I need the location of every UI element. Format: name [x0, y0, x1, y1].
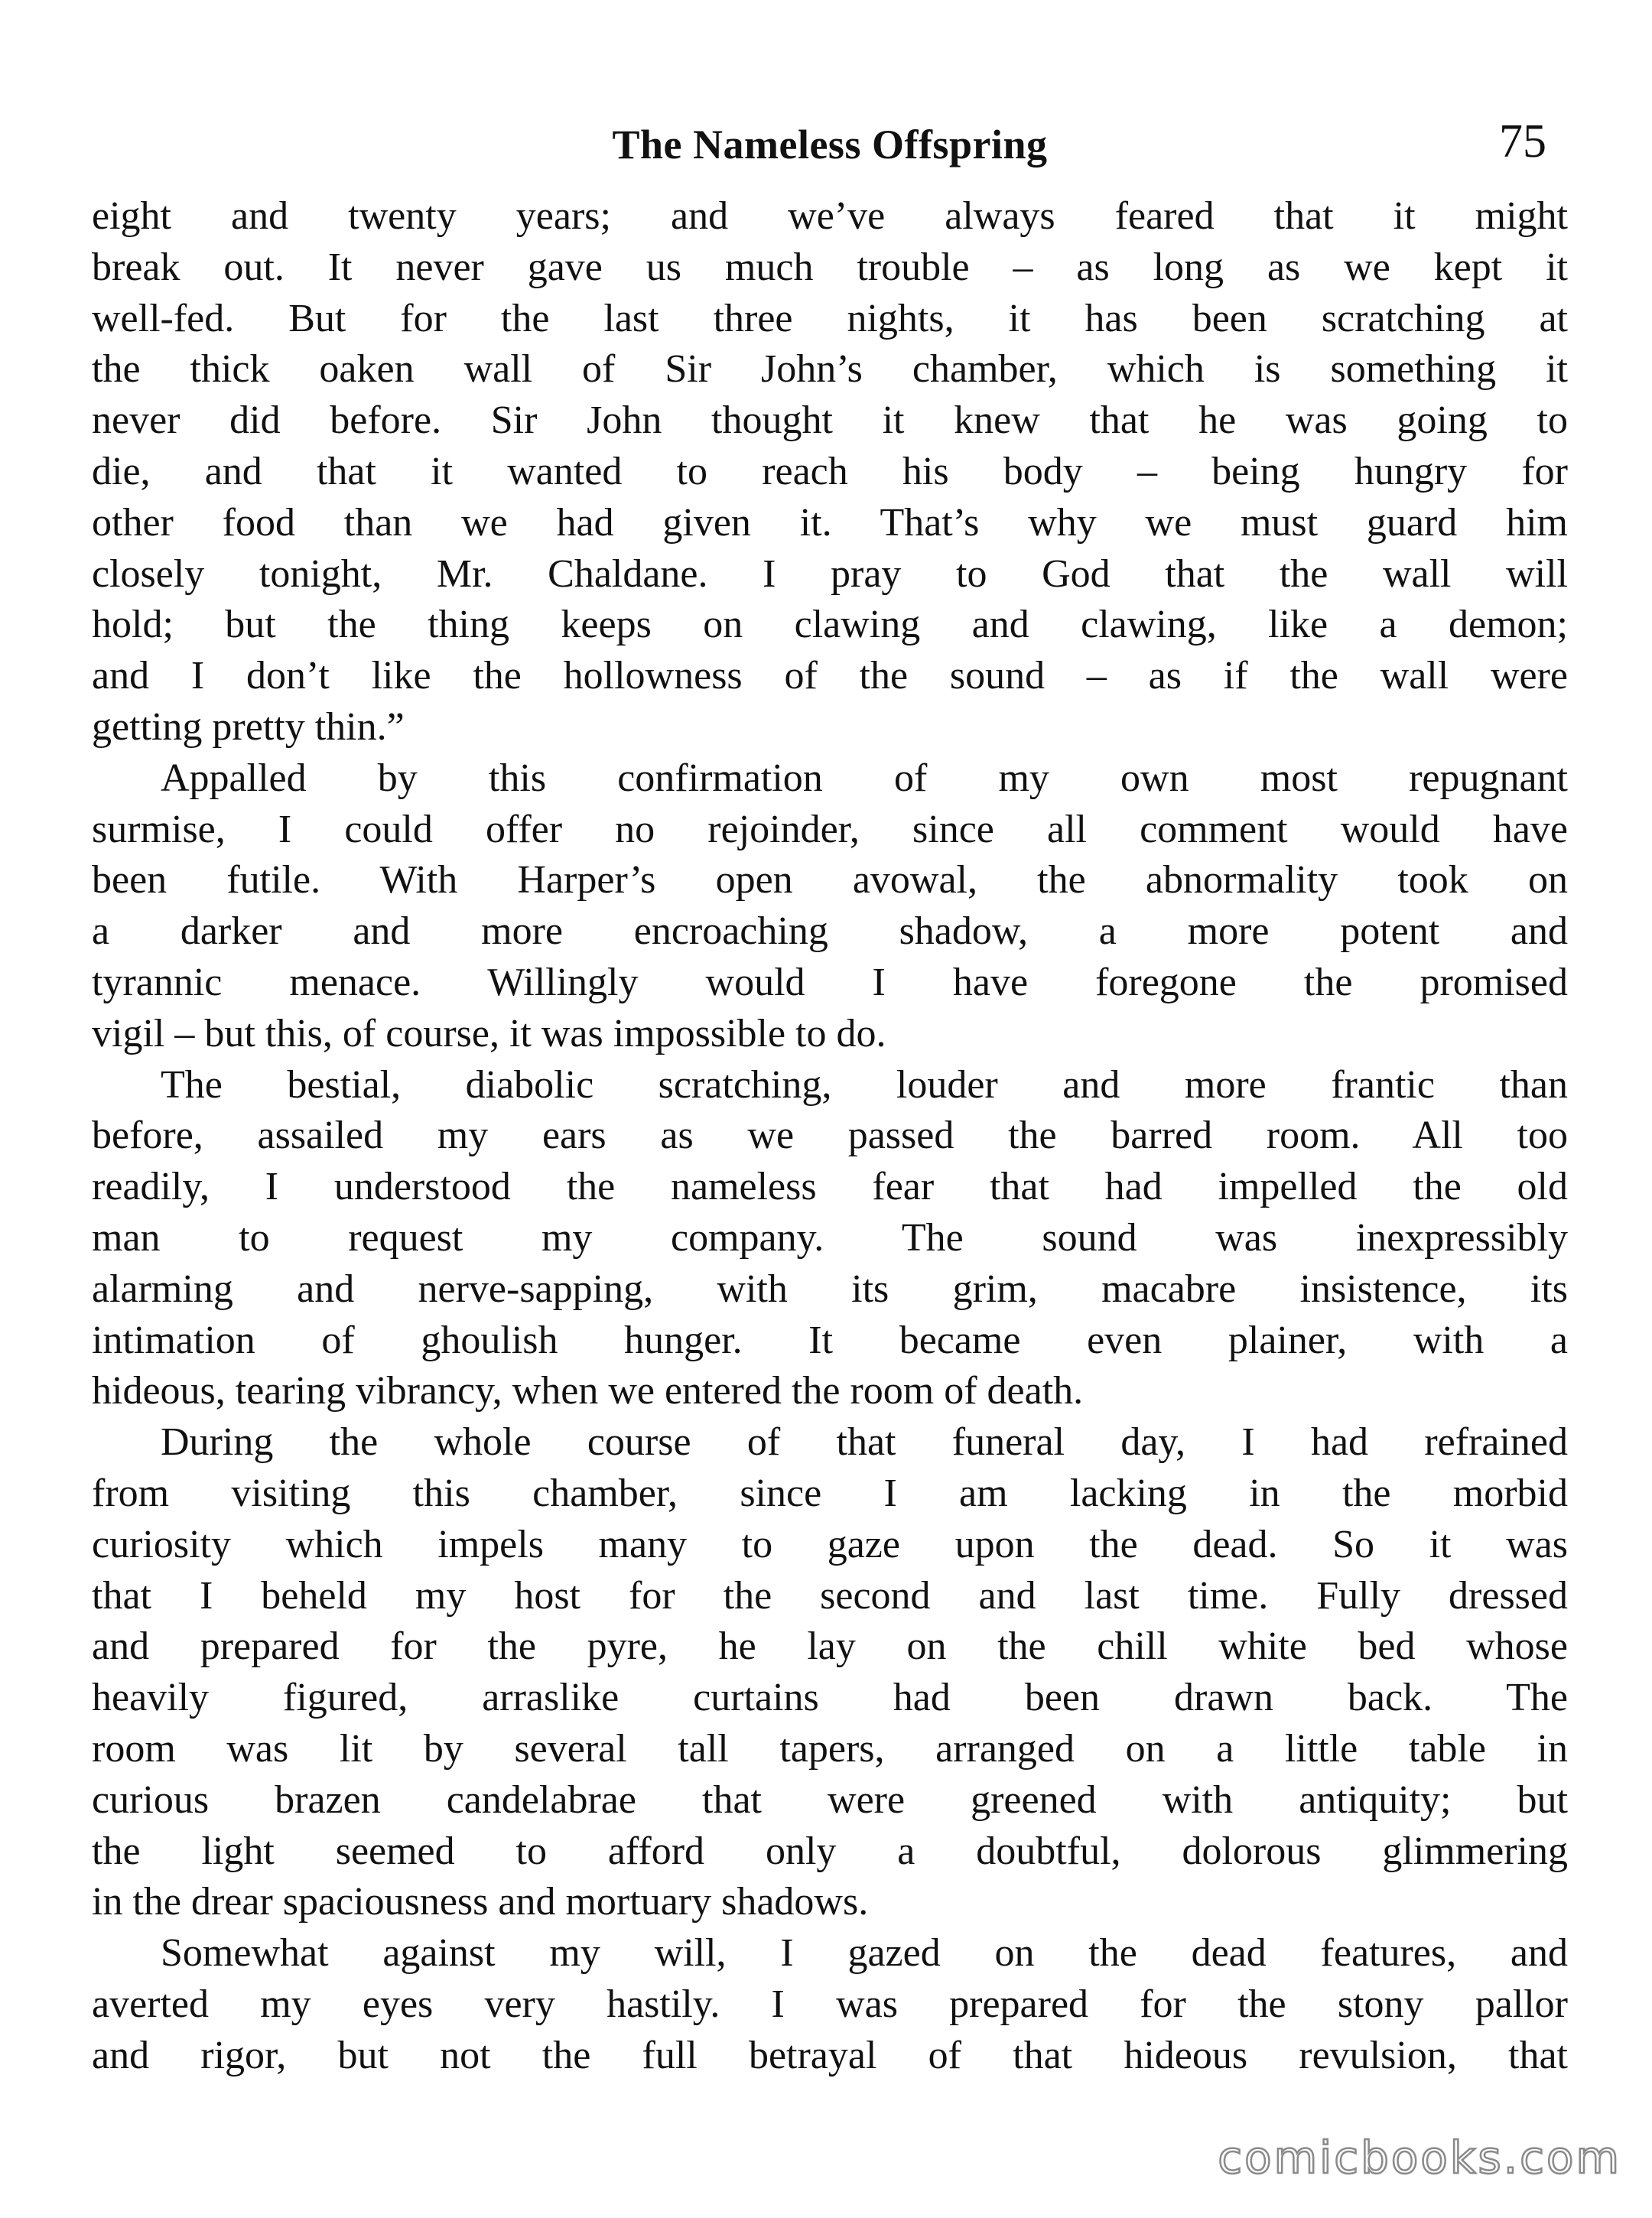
- page-header: [92, 115, 1568, 191]
- text-line: man to request my company. The sound was inexpressibly: [92, 1215, 1568, 1260]
- running-title: The Nameless Offspring: [612, 122, 1048, 167]
- text-line: and I don’t like the hollowness of the sound – as if the wall were: [92, 654, 1568, 698]
- text-line: that I beheld my host for the second and last time. Fully dressed: [92, 1573, 1568, 1618]
- text-line: a darker and more encroaching shadow, a more potent and: [92, 909, 1568, 954]
- text-line: the light seemed to afford only a doubtful, dolorous glimmering: [92, 1829, 1568, 1873]
- paragraph: [92, 1060, 1568, 1418]
- text-line: well-fed. But for the last three nights, it has been scratching at: [92, 296, 1568, 340]
- text-line: The bestial, diabolic scratching, louder and more frantic than: [161, 1062, 1568, 1107]
- watermark: comicbooks.com: [1218, 2132, 1621, 2184]
- text-line: curious brazen candelabrae that were greened with antiquity; but: [92, 1777, 1568, 1822]
- text-line: Appalled by this confirmation of my own most repugnant: [161, 756, 1568, 800]
- text-line: heavily figured, arraslike curtains had been drawn back. The: [92, 1676, 1568, 1720]
- text-line: tyrannic menace. Willingly would I have foregone the promised: [92, 960, 1568, 1004]
- book-page: [92, 115, 1568, 2103]
- page-number: 75: [1499, 115, 1546, 167]
- text-line: in the drear spaciousness and mortuary shadows.: [92, 1880, 869, 1924]
- text-line: and prepared for the pyre, he lay on the chill white bed whose: [92, 1624, 1568, 1669]
- text-line: other food than we had given it. That’s why we must guard him: [92, 500, 1568, 545]
- text-line: vigil – but this, of course, it was impossible to do.: [92, 1011, 886, 1055]
- text-line: intimation of ghoulish hunger. It became even plainer, with a: [92, 1318, 1568, 1362]
- text-line: During the whole course of that funeral day, I had refrained: [161, 1420, 1568, 1465]
- text-line: alarming and nerve-sapping, with its grim, macabre insistence, its: [92, 1267, 1568, 1311]
- paragraph: [92, 1417, 1568, 1928]
- text-line: surmise, I could offer no rejoinder, since all comment would have: [92, 807, 1568, 851]
- text-line: from visiting this chamber, since I am lacking in the morbid: [92, 1471, 1568, 1515]
- text-line: before, assailed my ears as we passed the barred room. All too: [92, 1114, 1568, 1158]
- text-line: and rigor, but not the full betrayal of that hideous revulsion, that: [92, 2033, 1568, 2077]
- text-line: never did before. Sir John thought it knew that he was going to: [92, 398, 1568, 443]
- text-line: closely tonight, Mr. Chaldane. I pray to God that the wall will: [92, 551, 1568, 596]
- text-line: room was lit by several tall tapers, arranged on a little table in: [92, 1726, 1568, 1771]
- text-line: eight and twenty years; and we’ve always feared that it might: [92, 194, 1568, 238]
- paragraph: [92, 753, 1568, 1060]
- text-line: readily, I understood the nameless fear that had impelled the old: [92, 1165, 1568, 1209]
- text-line: averted my eyes very hastily. I was prepared for the stony pallor: [92, 1982, 1568, 2026]
- body-text: [92, 191, 1568, 2081]
- text-line: getting pretty thin.”: [92, 704, 405, 749]
- paragraph: [92, 1928, 1568, 2081]
- text-line: break out. It never gave us much trouble – as long as we kept it: [92, 245, 1568, 289]
- paragraph: [92, 191, 1568, 753]
- text-line: hold; but the thing keeps on clawing and clawing, like a demon;: [92, 603, 1568, 647]
- text-line: the thick oaken wall of Sir John’s chamber, which is something it: [92, 347, 1568, 392]
- text-line: been futile. With Harper’s open avowal, the abnormality took on: [92, 858, 1568, 902]
- text-line: hideous, tearing vibrancy, when we entered the room of death.: [92, 1369, 1084, 1413]
- text-line: die, and that it wanted to reach his body – being hungry for: [92, 449, 1568, 493]
- text-line: curiosity which impels many to gaze upon the dead. So it was: [92, 1522, 1568, 1566]
- text-line: Somewhat against my will, I gazed on the dead features, and: [161, 1931, 1568, 1976]
